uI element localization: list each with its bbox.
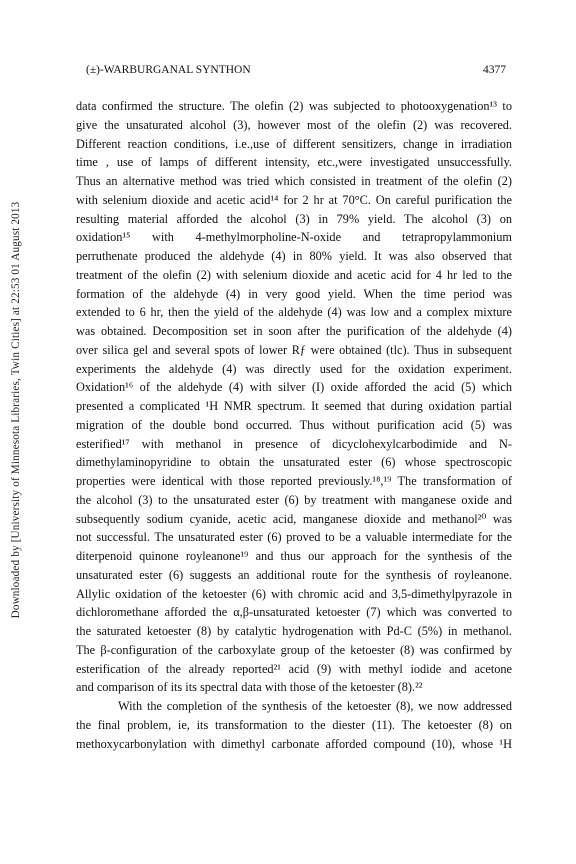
text-line: extended to 6 hr, then the yield of the aldehyde (4) was low and a complex mixture bbox=[76, 305, 512, 320]
text-line: formation of the aldehyde (4) in very good yield. When the time period was bbox=[76, 286, 512, 301]
text-line: give the unsaturated alcohol (3), however most of the olefin (2) was recovered. bbox=[76, 117, 512, 132]
text-line: the saturated ketoester (8) by catalytic hydrogenation with Pd-C (5%) in methanol. bbox=[76, 624, 512, 638]
text-line: dichloromethane afforded the α,β-unsaturated ketoester (7) which was converted to bbox=[76, 605, 512, 620]
text-line: resulting material afforded the alcohol (3) in 79% yield. The alcohol (3) on bbox=[76, 211, 512, 226]
download-watermark-text: Downloaded by [University of Minnesota Libraries, Twin Cities] at 22:53 01 August 2013 bbox=[10, 201, 22, 619]
text-line: Different reaction conditions, i.e.,use of different sensitizers, change in irradiation bbox=[76, 136, 512, 151]
text-line: not successful. The unsaturated ester (6) proved to be a valuable intermediate for the bbox=[76, 530, 512, 545]
text-line: Thus an alternative method was tried which consisted in treatment of the olefin (2) bbox=[76, 174, 512, 188]
text-line: methoxycarbonylation with dimethyl carbonate afforded compound (10), whose ¹H bbox=[76, 736, 512, 751]
text-line: time , use of lamps of different intensity, etc.,were investigated unsuccessfully. bbox=[76, 155, 512, 170]
running-title: (±)-WARBURGANAL SYNTHON bbox=[86, 64, 251, 76]
text-line: unsaturated ester (6) suggests an additional route for the synthesis of royleanone. bbox=[76, 567, 512, 582]
text-line: Allylic oxidation of the ketoester (6) with chromic acid and 3,5-dimethylpyrazole in bbox=[76, 586, 512, 601]
text-line: the final problem, ie, its transformation to the diester (11). The ketoester (8) on bbox=[76, 717, 512, 732]
text-line: esterification of the already reported²¹ acid (9) with methyl iodide and acetone bbox=[76, 661, 512, 676]
text-line: Oxidation¹⁶ of the aldehyde (4) with silver (I) oxide afforded the acid (5) which bbox=[76, 380, 512, 395]
text-line: data confirmed the structure. The olefin (2) was subjected to photooxygenation¹³ to bbox=[76, 99, 512, 113]
body-text bbox=[76, 97, 512, 753]
text-line: over silica gel and several spots of lower Rƒ were obtained (tlc). Thus in subsequent bbox=[76, 342, 512, 357]
text-line: properties were identical with those reported previously.¹⁸,¹⁹ The transformation of bbox=[76, 474, 512, 488]
text-line: subsequently sodium cyanide, acetic acid, manganese dioxide and methanol²⁰ was bbox=[76, 511, 512, 526]
text-line: the alcohol (3) to the unsaturated ester (6) by treatment with manganese oxide and bbox=[76, 492, 512, 507]
paragraph-end-line: and comparison of its its spectral data with those of the ketoester (8).²² bbox=[76, 680, 423, 695]
text-line: experiments the aldehyde (4) was directly used for the oxidation experiment. bbox=[76, 361, 512, 376]
text-line: was obtained. Decomposition set in soon after the purification of the aldehyde (4) bbox=[76, 324, 512, 338]
text-line: diterpenoid quinone royleanone¹⁹ and thus our approach for the synthesis of the bbox=[76, 549, 512, 563]
text-line: treatment of the olefin (2) with selenium dioxide and acetic acid for 4 hr led to the bbox=[76, 267, 512, 282]
text-line: migration of the double bond occurred. Thus without purification acid (5) was bbox=[76, 417, 512, 432]
text-line: with selenium dioxide and acetic acid¹⁴ for 2 hr at 70°C. On careful purification the bbox=[76, 192, 512, 207]
text-line: perruthenate produced the aldehyde (4) in 80% yield. It was also observed that bbox=[76, 249, 512, 263]
text-line: The β-configuration of the carboxylate group of the ketoester (8) was confirmed by bbox=[76, 642, 512, 657]
page-number: 4377 bbox=[483, 64, 506, 76]
text-line: oxidation¹⁵ with 4-methylmorpholine-N-oxide and tetrapropylammonium bbox=[76, 230, 512, 245]
text-line: dimethylaminopyridine to obtain the unsaturated ester (6) whose spectroscopic bbox=[76, 455, 512, 470]
download-watermark bbox=[6, 130, 26, 690]
running-head bbox=[86, 64, 506, 80]
text-line: presented a complicated ¹H NMR spectrum. It seemed that during oxidation partial bbox=[76, 399, 512, 413]
text-line: esterified¹⁷ with methanol in presence of dicyclohexylcarbodimide and N- bbox=[76, 436, 512, 451]
paragraph-first-line: With the completion of the synthesis of the ketoester (8), we now addressed bbox=[118, 699, 512, 713]
